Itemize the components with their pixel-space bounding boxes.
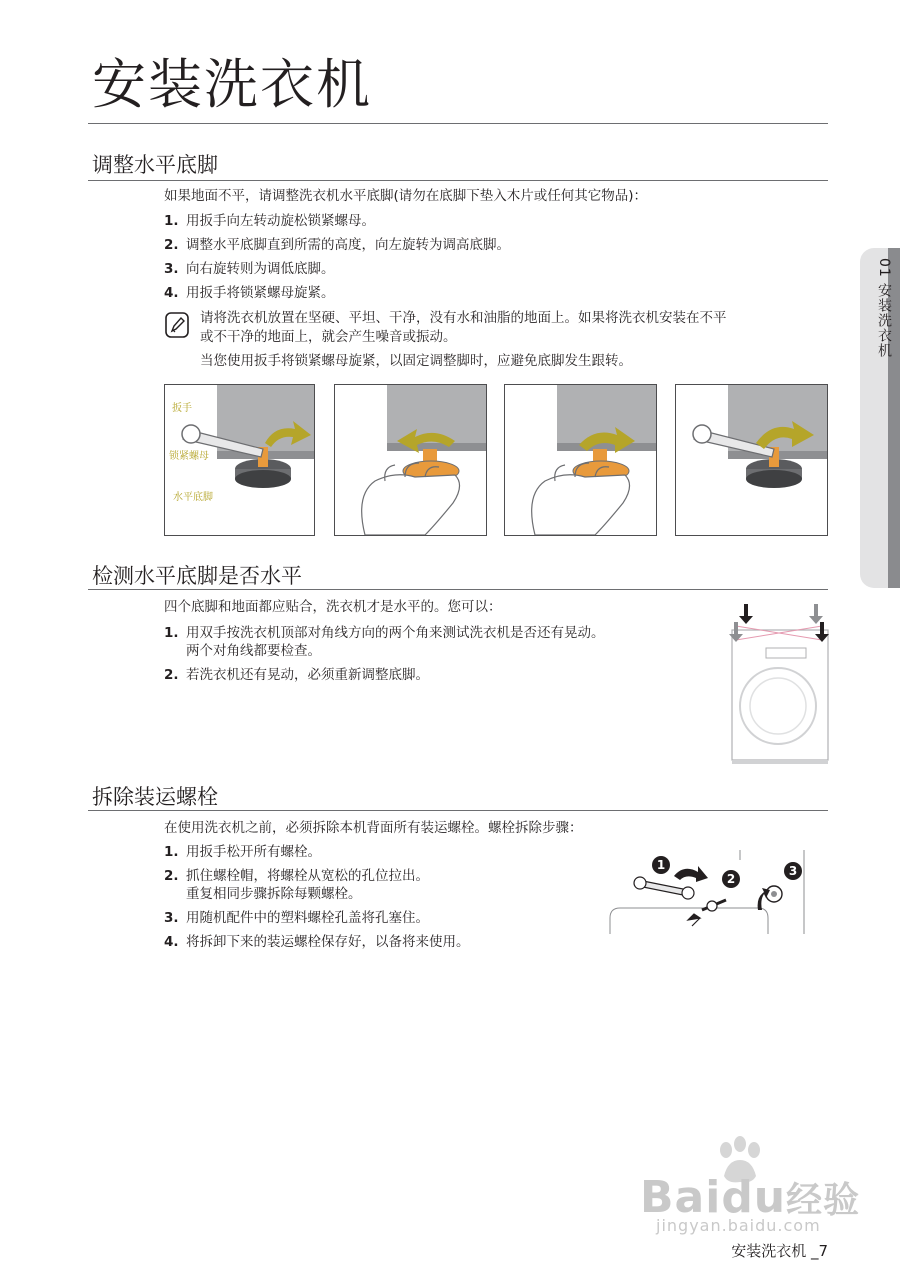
section-rule [88, 810, 828, 811]
title-rule [88, 123, 828, 124]
bolts-intro: 在使用洗衣机之前，必须拆除本机背面所有装运螺栓。螺栓拆除步骤： [164, 820, 583, 836]
label-locknut: 锁紧螺母 [169, 451, 209, 462]
level-check-step-cont: 两个对角线都要检查。 [186, 643, 321, 659]
note-text: 或不干净的地面上，就会产生噪音或振动。 [200, 329, 457, 345]
illustration-panel-wrench-tighten [675, 384, 828, 536]
bolts-step: 1. 用扳手松开所有螺栓。 [164, 844, 321, 860]
level-check-intro: 四个底脚和地面都应贴合，洗衣机才是水平的。您可以： [164, 599, 502, 615]
side-tab-label: 01 安装洗衣机 [876, 258, 892, 359]
watermark-brand: Baidu经验 [640, 1172, 861, 1223]
label-foot: 水平底脚 [173, 492, 213, 503]
bolts-step: 2. 抓住螺栓帽，将螺栓从宽松的孔位拉出。 [164, 868, 429, 884]
step-badge-1: 1 [652, 856, 670, 874]
illustration-panel-hand-right [504, 384, 657, 536]
step-badge-2: 2 [722, 870, 740, 888]
page-title: 安装洗衣机 [92, 53, 372, 116]
bolts-step-cont: 重复相同步骤拆除每颗螺栓。 [186, 886, 362, 902]
section-heading-leveling: 调整水平底脚 [92, 153, 218, 177]
step-badge-3: 3 [784, 862, 802, 880]
bolts-step: 4. 将拆卸下来的装运螺栓保存好，以备将来使用。 [164, 934, 470, 950]
note-text: 请将洗衣机放置在坚硬、平坦、干净，没有水和油脂的地面上。如果将洗衣机安装在不平 [200, 310, 727, 326]
watermark-url: jingyan.baidu.com [656, 1216, 821, 1235]
leveling-step: 3. 向右旋转则为调低底脚。 [164, 261, 335, 277]
section-rule [88, 180, 828, 181]
leveling-step: 1. 用扳手向左转动旋松锁紧螺母。 [164, 213, 375, 229]
section-rule [88, 589, 828, 590]
page-footer: 安装洗衣机 _7 [731, 1242, 828, 1260]
label-wrench: 扳手 [172, 403, 192, 414]
leveling-step: 2. 调整水平底脚直到所需的高度，向左旋转为调高底脚。 [164, 237, 510, 253]
bolt-removal-illustration [608, 848, 808, 936]
leveling-step: 4. 用扳手将锁紧螺母旋紧。 [164, 285, 335, 301]
bolts-step: 3. 用随机配件中的塑料螺栓孔盖将孔塞住。 [164, 910, 429, 926]
note-pencil-icon [165, 312, 189, 338]
illustration-panel-hand-left [334, 384, 487, 536]
section-heading-level-check: 检测水平底脚是否水平 [92, 564, 302, 588]
leveling-intro: 如果地面不平，请调整洗衣机水平底脚(请勿在底脚下垫入木片或任何其它物品)： [164, 188, 648, 204]
level-check-step: 1. 用双手按洗衣机顶部对角线方向的两个角来测试洗衣机是否还有晃动。 [164, 625, 605, 641]
level-check-step: 2. 若洗衣机还有晃动，必须重新调整底脚。 [164, 667, 429, 683]
washer-level-test-illustration [720, 600, 836, 768]
section-heading-shipping-bolts: 拆除装运螺栓 [92, 785, 218, 809]
note-text: 当您使用扳手将锁紧螺母旋紧，以固定调整脚时，应避免底脚发生跟转。 [200, 353, 632, 369]
